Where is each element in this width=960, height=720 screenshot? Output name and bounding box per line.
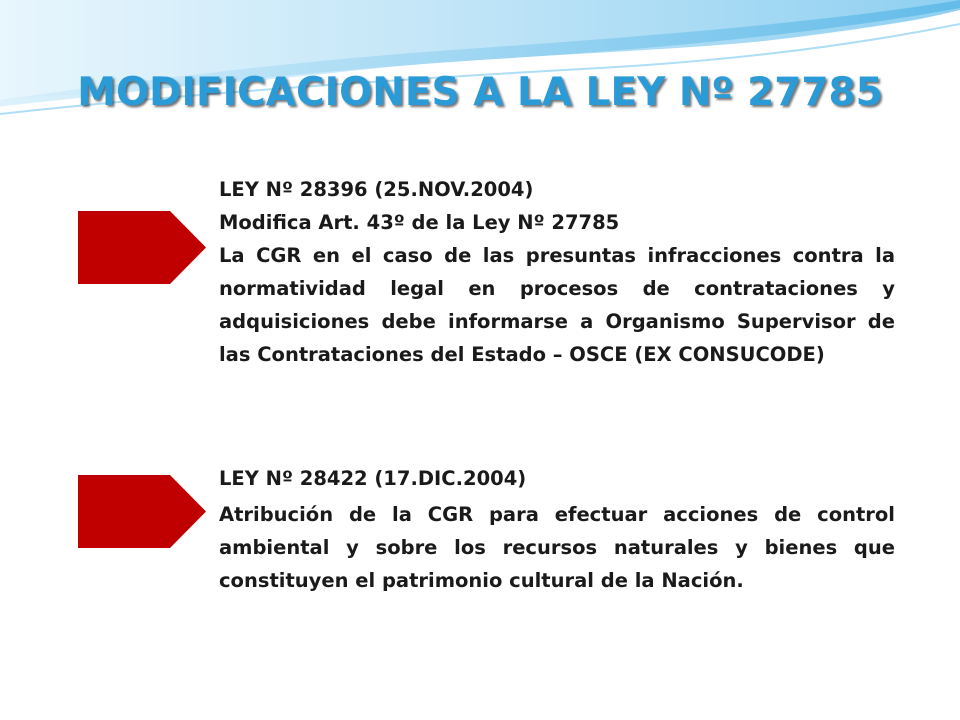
law-item-1: [219, 173, 895, 371]
slide-title: MODIFICACIONES A LA LEY Nº 27785: [77, 70, 883, 115]
law-item-2: [219, 462, 895, 597]
law-body: La CGR en el caso de las presuntas infracciones contra la normatividad legal en procesos de contrataciones y adquisiciones debe informarse a Organismo Supervisor de las Contrataciones del Estado – OSCE (EX CONSUCODE): [219, 244, 895, 366]
law-heading: LEY Nº 28396 (25.NOV.2004): [219, 178, 534, 201]
arrow-bullet-icon: [78, 475, 208, 548]
law-heading: LEY Nº 28422 (17.DIC.2004): [219, 467, 527, 490]
arrow-bullet-icon: [78, 211, 208, 284]
law-subheading: Modifica Art. 43º de la Ley Nº 27785: [219, 211, 620, 234]
law-body: Atribución de la CGR para efectuar acciones de control ambiental y sobre los recursos naturales y bienes que constituyen el patrimonio cultural de la Nación.: [219, 503, 895, 592]
